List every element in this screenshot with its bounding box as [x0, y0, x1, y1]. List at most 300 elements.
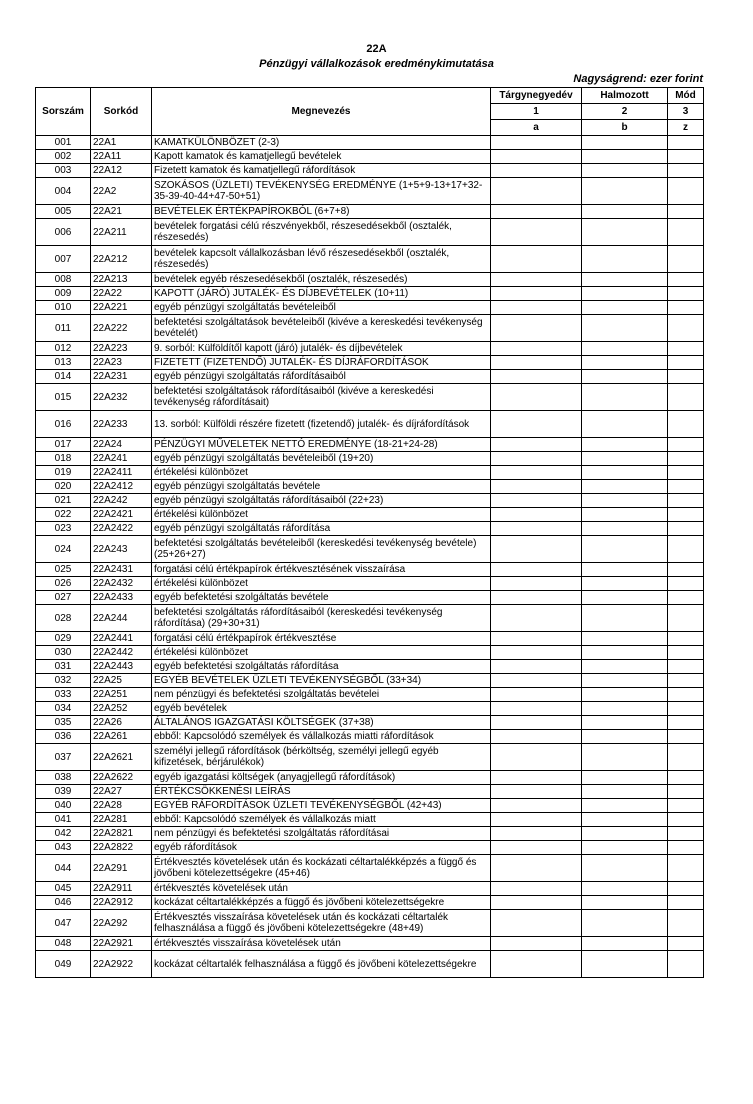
value-targynegyedev-cell[interactable]: [491, 219, 582, 246]
table-row: [36, 716, 704, 730]
row-number: 049: [36, 951, 91, 978]
value-targynegyedev-cell[interactable]: [491, 136, 582, 150]
value-mod-cell[interactable]: [668, 536, 704, 563]
row-number: 013: [36, 356, 91, 370]
row-description: PÉNZÜGYI MŰVELETEK NETTÓ EREDMÉNYE (18-21+24-28): [152, 438, 491, 452]
value-mod-cell[interactable]: [668, 605, 704, 632]
value-halmozott-cell[interactable]: [582, 951, 668, 978]
value-targynegyedev-cell[interactable]: [491, 591, 582, 605]
value-mod-cell[interactable]: [668, 342, 704, 356]
value-halmozott-cell[interactable]: [582, 342, 668, 356]
value-mod-cell[interactable]: [668, 896, 704, 910]
row-code: 22A212: [91, 246, 152, 273]
value-mod-cell[interactable]: [668, 841, 704, 855]
value-halmozott-cell[interactable]: [582, 896, 668, 910]
table-row: [36, 937, 704, 951]
value-halmozott-cell[interactable]: [582, 813, 668, 827]
row-description: egyéb igazgatási költségek (anyagjellegű ráfordítások): [152, 771, 491, 785]
table-row: [36, 508, 704, 522]
row-code: 22A2421: [91, 508, 152, 522]
row-description: KAMATKÜLÖNBÖZET (2-3): [152, 136, 491, 150]
value-halmozott-cell[interactable]: [582, 827, 668, 841]
value-mod-cell[interactable]: [668, 785, 704, 799]
table-row: [36, 674, 704, 688]
value-halmozott-cell[interactable]: [582, 136, 668, 150]
row-number: 001: [36, 136, 91, 150]
value-halmozott-cell[interactable]: [582, 246, 668, 273]
value-halmozott-cell[interactable]: [582, 674, 668, 688]
row-number: 012: [36, 342, 91, 356]
table-row: [36, 563, 704, 577]
value-targynegyedev-cell[interactable]: [491, 716, 582, 730]
row-code: 22A27: [91, 785, 152, 799]
value-targynegyedev-cell[interactable]: [491, 563, 582, 577]
header-col-number-1: 1: [491, 104, 582, 120]
table-row: [36, 438, 704, 452]
row-code: 22A24: [91, 438, 152, 452]
table-row: [36, 605, 704, 632]
value-halmozott-cell[interactable]: [582, 466, 668, 480]
value-mod-cell[interactable]: [668, 563, 704, 577]
row-code: 22A2411: [91, 466, 152, 480]
value-targynegyedev-cell[interactable]: [491, 342, 582, 356]
row-number: 028: [36, 605, 91, 632]
value-halmozott-cell[interactable]: [582, 164, 668, 178]
value-mod-cell[interactable]: [668, 273, 704, 287]
value-halmozott-cell[interactable]: [582, 273, 668, 287]
row-code: 22A2912: [91, 896, 152, 910]
row-description: befektetési szolgáltatások ráfordításaiból (kivéve a kereskedési tevékenység ráfordításait): [152, 384, 491, 411]
value-halmozott-cell[interactable]: [582, 384, 668, 411]
row-number: 016: [36, 411, 91, 438]
value-targynegyedev-cell[interactable]: [491, 937, 582, 951]
row-number: 023: [36, 522, 91, 536]
row-code: 22A2442: [91, 646, 152, 660]
value-mod-cell[interactable]: [668, 136, 704, 150]
row-number: 046: [36, 896, 91, 910]
value-mod-cell[interactable]: [668, 301, 704, 315]
row-description: nem pénzügyi és befektetési szolgáltatás bevételei: [152, 688, 491, 702]
row-code: 22A21: [91, 205, 152, 219]
table-row: [36, 882, 704, 896]
row-code: 22A242: [91, 494, 152, 508]
value-targynegyedev-cell[interactable]: [491, 370, 582, 384]
value-mod-cell[interactable]: [668, 716, 704, 730]
table-row: [36, 164, 704, 178]
value-targynegyedev-cell[interactable]: [491, 882, 582, 896]
value-halmozott-cell[interactable]: [582, 150, 668, 164]
value-halmozott-cell[interactable]: [582, 438, 668, 452]
value-targynegyedev-cell[interactable]: [491, 813, 582, 827]
row-number: 002: [36, 150, 91, 164]
table-row: [36, 494, 704, 508]
value-halmozott-cell[interactable]: [582, 536, 668, 563]
value-mod-cell[interactable]: [668, 910, 704, 937]
row-code: 22A2422: [91, 522, 152, 536]
row-description: EGYÉB BEVÉTELEK ÜZLETI TEVÉKENYSÉGBŐL (33+34): [152, 674, 491, 688]
value-targynegyedev-cell[interactable]: [491, 896, 582, 910]
value-halmozott-cell[interactable]: [582, 744, 668, 771]
row-description: ÉRTÉKCSÖKKENÉSI LEÍRÁS: [152, 785, 491, 799]
row-description: Értékvesztés követelések után és kockázati céltartalékképzés a függő és jövőbeni kötelezettségekre (45+46): [152, 855, 491, 882]
row-description: EGYÉB RÁFORDÍTÁSOK ÜZLETI TEVÉKENYSÉGBŐL (42+43): [152, 799, 491, 813]
row-description: egyéb befektetési szolgáltatás bevétele: [152, 591, 491, 605]
value-mod-cell[interactable]: [668, 882, 704, 896]
value-mod-cell[interactable]: [668, 951, 704, 978]
value-mod-cell[interactable]: [668, 799, 704, 813]
row-code: 22A233: [91, 411, 152, 438]
value-halmozott-cell[interactable]: [582, 494, 668, 508]
row-description: egyéb pénzügyi szolgáltatás ráfordítása: [152, 522, 491, 536]
row-number: 037: [36, 744, 91, 771]
value-halmozott-cell[interactable]: [582, 605, 668, 632]
table-row: [36, 813, 704, 827]
row-number: 005: [36, 205, 91, 219]
value-mod-cell[interactable]: [668, 522, 704, 536]
row-description: bevételek kapcsolt vállalkozásban lévő részesedésekből (osztalék, részesedés): [152, 246, 491, 273]
header-halmozott: Halmozott: [582, 88, 668, 104]
row-number: 022: [36, 508, 91, 522]
value-halmozott-cell[interactable]: [582, 577, 668, 591]
row-code: 22A2911: [91, 882, 152, 896]
value-targynegyedev-cell[interactable]: [491, 273, 582, 287]
row-number: 048: [36, 937, 91, 951]
value-mod-cell[interactable]: [668, 287, 704, 301]
value-halmozott-cell[interactable]: [582, 411, 668, 438]
value-mod-cell[interactable]: [668, 744, 704, 771]
row-code: 22A1: [91, 136, 152, 150]
table-row: [36, 452, 704, 466]
value-targynegyedev-cell[interactable]: [491, 688, 582, 702]
table-row: [36, 356, 704, 370]
value-targynegyedev-cell[interactable]: [491, 301, 582, 315]
table-row: [36, 951, 704, 978]
row-code: 22A241: [91, 452, 152, 466]
row-number: 019: [36, 466, 91, 480]
row-description: nem pénzügyi és befektetési szolgáltatás ráfordításai: [152, 827, 491, 841]
table-row: [36, 136, 704, 150]
value-targynegyedev-cell[interactable]: [491, 799, 582, 813]
table-row: [36, 799, 704, 813]
value-mod-cell[interactable]: [668, 508, 704, 522]
row-number: 003: [36, 164, 91, 178]
row-description: ebből: Kapcsolódó személyek és vállalkozás miatt: [152, 813, 491, 827]
table-row: [36, 646, 704, 660]
value-mod-cell[interactable]: [668, 370, 704, 384]
row-code: 22A243: [91, 536, 152, 563]
value-mod-cell[interactable]: [668, 494, 704, 508]
row-code: 22A2443: [91, 660, 152, 674]
row-number: 032: [36, 674, 91, 688]
table-row: [36, 591, 704, 605]
value-mod-cell[interactable]: [668, 937, 704, 951]
row-description: BEVÉTELEK ÉRTÉKPAPÍROKBÓL (6+7+8): [152, 205, 491, 219]
value-mod-cell[interactable]: [668, 855, 704, 882]
row-number: 040: [36, 799, 91, 813]
value-targynegyedev-cell[interactable]: [491, 287, 582, 301]
row-number: 047: [36, 910, 91, 937]
value-halmozott-cell[interactable]: [582, 301, 668, 315]
income-statement-table: [35, 87, 704, 978]
value-mod-cell[interactable]: [668, 646, 704, 660]
row-code: 22A2412: [91, 480, 152, 494]
header-col-letter-b: b: [582, 120, 668, 136]
value-targynegyedev-cell[interactable]: [491, 315, 582, 342]
row-number: 015: [36, 384, 91, 411]
row-number: 017: [36, 438, 91, 452]
value-halmozott-cell[interactable]: [582, 688, 668, 702]
form-code: 22A: [366, 43, 387, 55]
value-halmozott-cell[interactable]: [582, 882, 668, 896]
value-mod-cell[interactable]: [668, 480, 704, 494]
value-mod-cell[interactable]: [668, 315, 704, 342]
value-mod-cell[interactable]: [668, 660, 704, 674]
value-halmozott-cell[interactable]: [582, 799, 668, 813]
value-mod-cell[interactable]: [668, 150, 704, 164]
table-row: [36, 466, 704, 480]
table-row: [36, 577, 704, 591]
row-code: 22A2621: [91, 744, 152, 771]
row-number: 014: [36, 370, 91, 384]
row-number: 030: [36, 646, 91, 660]
value-mod-cell[interactable]: [668, 771, 704, 785]
value-targynegyedev-cell[interactable]: [491, 855, 582, 882]
table-body: [36, 136, 704, 978]
value-mod-cell[interactable]: [668, 674, 704, 688]
table-row: [36, 384, 704, 411]
value-mod-cell[interactable]: [668, 813, 704, 827]
row-description: bevételek egyéb részesedésekből (osztalék, részesedés): [152, 273, 491, 287]
row-description: KAPOTT (JÁRÓ) JUTALÉK- ÉS DÍJBEVÉTELEK (10+11): [152, 287, 491, 301]
header-mod: Mód: [668, 88, 704, 104]
table-row: [36, 855, 704, 882]
value-targynegyedev-cell[interactable]: [491, 438, 582, 452]
value-targynegyedev-cell[interactable]: [491, 480, 582, 494]
value-halmozott-cell[interactable]: [582, 356, 668, 370]
value-targynegyedev-cell[interactable]: [491, 494, 582, 508]
value-targynegyedev-cell[interactable]: [491, 660, 582, 674]
row-code: 22A223: [91, 342, 152, 356]
value-targynegyedev-cell[interactable]: [491, 827, 582, 841]
value-mod-cell[interactable]: [668, 730, 704, 744]
value-halmozott-cell[interactable]: [582, 855, 668, 882]
row-code: 22A261: [91, 730, 152, 744]
value-mod-cell[interactable]: [668, 219, 704, 246]
value-halmozott-cell[interactable]: [582, 660, 668, 674]
row-code: 22A213: [91, 273, 152, 287]
value-mod-cell[interactable]: [668, 632, 704, 646]
table-row: [36, 744, 704, 771]
table-row: [36, 370, 704, 384]
row-number: 010: [36, 301, 91, 315]
value-targynegyedev-cell[interactable]: [491, 452, 582, 466]
row-code: 22A2431: [91, 563, 152, 577]
value-targynegyedev-cell[interactable]: [491, 384, 582, 411]
table-row: [36, 827, 704, 841]
value-halmozott-cell[interactable]: [582, 563, 668, 577]
value-targynegyedev-cell[interactable]: [491, 508, 582, 522]
table-row: [36, 150, 704, 164]
row-description: egyéb pénzügyi szolgáltatás bevétele: [152, 480, 491, 494]
value-targynegyedev-cell[interactable]: [491, 910, 582, 937]
value-halmozott-cell[interactable]: [582, 315, 668, 342]
value-halmozott-cell[interactable]: [582, 716, 668, 730]
table-row: [36, 910, 704, 937]
row-code: 22A2622: [91, 771, 152, 785]
row-number: 039: [36, 785, 91, 799]
value-targynegyedev-cell[interactable]: [491, 466, 582, 480]
row-description: értékvesztés visszaírása követelések után: [152, 937, 491, 951]
value-targynegyedev-cell[interactable]: [491, 702, 582, 716]
value-mod-cell[interactable]: [668, 702, 704, 716]
value-halmozott-cell[interactable]: [582, 522, 668, 536]
value-targynegyedev-cell[interactable]: [491, 646, 582, 660]
row-code: 22A251: [91, 688, 152, 702]
value-mod-cell[interactable]: [668, 577, 704, 591]
row-number: 006: [36, 219, 91, 246]
value-targynegyedev-cell[interactable]: [491, 164, 582, 178]
row-number: 029: [36, 632, 91, 646]
row-number: 007: [36, 246, 91, 273]
header-col-number-2: 2: [582, 104, 668, 120]
value-halmozott-cell[interactable]: [582, 370, 668, 384]
table-row: [36, 219, 704, 246]
value-halmozott-cell[interactable]: [582, 480, 668, 494]
row-description: ÁLTALÁNOS IGAZGATÁSI KÖLTSÉGEK (37+38): [152, 716, 491, 730]
row-description: egyéb bevételek: [152, 702, 491, 716]
table-row: [36, 287, 704, 301]
value-mod-cell[interactable]: [668, 384, 704, 411]
table-row: [36, 411, 704, 438]
header-targynegyedev: Tárgynegyedév: [491, 88, 582, 104]
value-targynegyedev-cell[interactable]: [491, 605, 582, 632]
value-halmozott-cell[interactable]: [582, 508, 668, 522]
row-code: 22A221: [91, 301, 152, 315]
header-sorszam: Sorszám: [36, 88, 91, 136]
value-halmozott-cell[interactable]: [582, 937, 668, 951]
value-halmozott-cell[interactable]: [582, 178, 668, 205]
value-targynegyedev-cell[interactable]: [491, 205, 582, 219]
header-megnevezes: Megnevezés: [152, 88, 491, 136]
table-row: [36, 785, 704, 799]
value-targynegyedev-cell[interactable]: [491, 246, 582, 273]
value-halmozott-cell[interactable]: [582, 785, 668, 799]
row-code: 22A2821: [91, 827, 152, 841]
row-number: 033: [36, 688, 91, 702]
value-mod-cell[interactable]: [668, 246, 704, 273]
value-targynegyedev-cell[interactable]: [491, 522, 582, 536]
row-number: 036: [36, 730, 91, 744]
value-targynegyedev-cell[interactable]: [491, 771, 582, 785]
row-code: 22A12: [91, 164, 152, 178]
value-halmozott-cell[interactable]: [582, 702, 668, 716]
value-targynegyedev-cell[interactable]: [491, 150, 582, 164]
value-halmozott-cell[interactable]: [582, 219, 668, 246]
row-description: FIZETETT (FIZETENDŐ) JUTALÉK- ÉS DÍJRÁFORDÍTÁSOK: [152, 356, 491, 370]
value-mod-cell[interactable]: [668, 827, 704, 841]
row-number: 008: [36, 273, 91, 287]
row-number: 021: [36, 494, 91, 508]
row-code: 22A281: [91, 813, 152, 827]
row-code: 22A2922: [91, 951, 152, 978]
row-description: befektetési szolgáltatás bevételeiből (kereskedési tevékenység bevétele) (25+26+27): [152, 536, 491, 563]
value-targynegyedev-cell[interactable]: [491, 632, 582, 646]
value-halmozott-cell[interactable]: [582, 591, 668, 605]
value-mod-cell[interactable]: [668, 466, 704, 480]
value-targynegyedev-cell[interactable]: [491, 411, 582, 438]
value-mod-cell[interactable]: [668, 178, 704, 205]
value-mod-cell[interactable]: [668, 438, 704, 452]
value-halmozott-cell[interactable]: [582, 205, 668, 219]
row-description: Értékvesztés visszaírása követelések után és kockázati céltartalék felhasználása a függő és jövőbeni kötelezettségekre (48+49): [152, 910, 491, 937]
value-halmozott-cell[interactable]: [582, 287, 668, 301]
table-row: [36, 702, 704, 716]
value-mod-cell[interactable]: [668, 452, 704, 466]
value-halmozott-cell[interactable]: [582, 452, 668, 466]
row-code: 22A291: [91, 855, 152, 882]
value-targynegyedev-cell[interactable]: [491, 730, 582, 744]
row-description: bevételek forgatási célú részvényekből, részesedésekből (osztalék, részesedés): [152, 219, 491, 246]
table-row: [36, 273, 704, 287]
value-halmozott-cell[interactable]: [582, 771, 668, 785]
value-halmozott-cell[interactable]: [582, 841, 668, 855]
row-number: 025: [36, 563, 91, 577]
value-targynegyedev-cell[interactable]: [491, 577, 582, 591]
row-description: ebből: Kapcsolódó személyek és vállalkozás miatti ráfordítások: [152, 730, 491, 744]
value-mod-cell[interactable]: [668, 688, 704, 702]
table-row: [36, 246, 704, 273]
row-code: 22A292: [91, 910, 152, 937]
value-halmozott-cell[interactable]: [582, 730, 668, 744]
row-code: 22A28: [91, 799, 152, 813]
value-targynegyedev-cell[interactable]: [491, 951, 582, 978]
table-row: [36, 660, 704, 674]
value-targynegyedev-cell[interactable]: [491, 841, 582, 855]
value-mod-cell[interactable]: [668, 411, 704, 438]
row-description: egyéb pénzügyi szolgáltatás bevételeiből (19+20): [152, 452, 491, 466]
value-halmozott-cell[interactable]: [582, 632, 668, 646]
header-sorkod: Sorkód: [91, 88, 152, 136]
row-number: 024: [36, 536, 91, 563]
row-number: 043: [36, 841, 91, 855]
value-halmozott-cell[interactable]: [582, 646, 668, 660]
value-targynegyedev-cell[interactable]: [491, 744, 582, 771]
row-description: befektetési szolgáltatások bevételeiből (kivéve a kereskedési tevékenység bevételét): [152, 315, 491, 342]
row-code: 22A252: [91, 702, 152, 716]
value-halmozott-cell[interactable]: [582, 910, 668, 937]
row-code: 22A244: [91, 605, 152, 632]
row-description: egyéb pénzügyi szolgáltatás ráfordításaiból (22+23): [152, 494, 491, 508]
value-targynegyedev-cell[interactable]: [491, 178, 582, 205]
value-mod-cell[interactable]: [668, 356, 704, 370]
table-row: [36, 841, 704, 855]
value-mod-cell[interactable]: [668, 205, 704, 219]
value-mod-cell[interactable]: [668, 164, 704, 178]
row-code: 22A22: [91, 287, 152, 301]
value-targynegyedev-cell[interactable]: [491, 536, 582, 563]
row-number: 041: [36, 813, 91, 827]
value-targynegyedev-cell[interactable]: [491, 785, 582, 799]
value-targynegyedev-cell[interactable]: [491, 356, 582, 370]
row-number: 026: [36, 577, 91, 591]
row-description: egyéb pénzügyi szolgáltatás ráfordításaiból: [152, 370, 491, 384]
row-description: forgatási célú értékpapírok értékvesztésének visszaírása: [152, 563, 491, 577]
value-targynegyedev-cell[interactable]: [491, 674, 582, 688]
row-description: Fizetett kamatok és kamatjellegű ráfordítások: [152, 164, 491, 178]
value-mod-cell[interactable]: [668, 591, 704, 605]
table-row: [36, 896, 704, 910]
header-col-letter-z: z: [668, 120, 704, 136]
